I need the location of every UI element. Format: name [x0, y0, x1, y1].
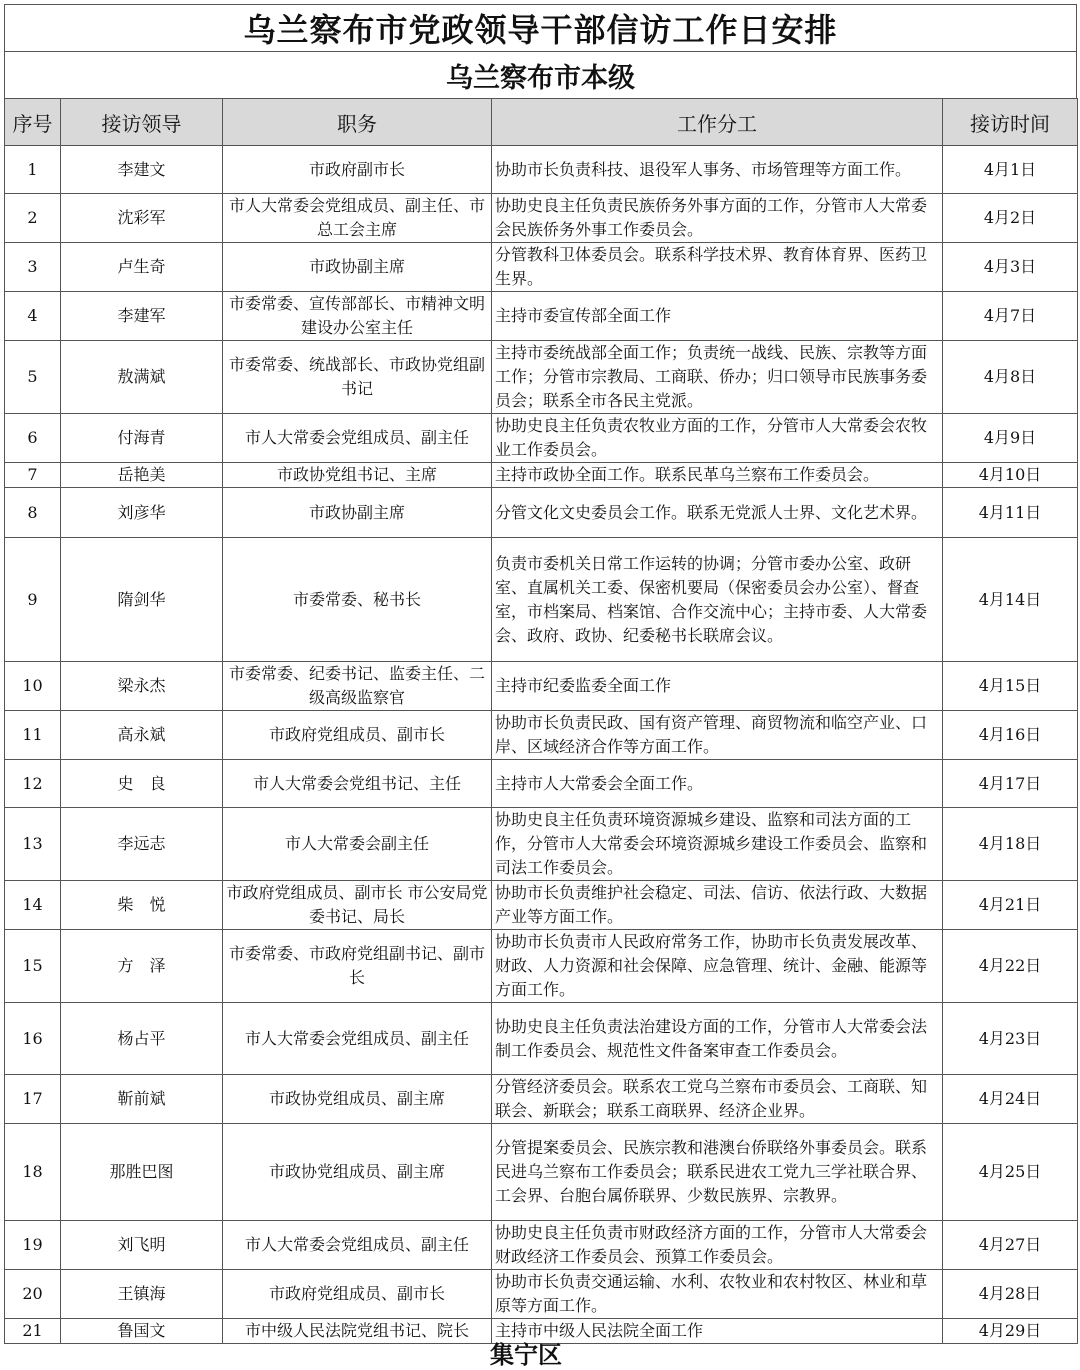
header-duty: 工作分工	[492, 99, 943, 146]
cell-leader: 敖满斌	[61, 341, 223, 414]
table-row	[5, 463, 1078, 488]
schedule-document	[4, 4, 1077, 1344]
cell-no: 13	[5, 808, 61, 881]
cell-duty: 协助市长负责交通运输、水利、农牧业和农村牧区、林业和草原等方面工作。	[492, 1270, 943, 1319]
next-section-title: 集宁区	[490, 1341, 562, 1369]
cell-date: 4月2日	[943, 194, 1078, 243]
table-row	[5, 538, 1078, 662]
cell-no: 12	[5, 760, 61, 808]
cell-leader: 王镇海	[61, 1270, 223, 1319]
table-row	[5, 930, 1078, 1003]
cell-no: 15	[5, 930, 61, 1003]
cell-no: 7	[5, 463, 61, 488]
cell-date: 4月25日	[943, 1124, 1078, 1221]
cell-no: 8	[5, 488, 61, 538]
cell-duty: 主持市中级人民法院全面工作	[492, 1319, 943, 1344]
cell-no: 6	[5, 414, 61, 463]
cell-date: 4月17日	[943, 760, 1078, 808]
cell-position: 市人大常委会副主任	[223, 808, 492, 881]
table-row	[5, 760, 1078, 808]
cell-no: 17	[5, 1075, 61, 1124]
cell-no: 9	[5, 538, 61, 662]
cell-duty: 负责市委机关日常工作运转的协调；分管市委办公室、政研室、直属机关工委、保密机要局（保密委员会办公室）、督查室，市档案局、档案馆、合作交流中心；主持市委、人大常委会、政府、政协、纪委秘书长联席会议。	[492, 538, 943, 662]
cell-no: 14	[5, 881, 61, 930]
cell-duty: 主持市政协全面工作。联系民革乌兰察布工作委员会。	[492, 463, 943, 488]
cell-leader: 高永斌	[61, 711, 223, 760]
cell-position: 市人大常委会党组书记、主任	[223, 760, 492, 808]
cell-duty: 协助市长负责市人民政府常务工作，协助市长负责发展改革、财政、人力资源和社会保障、应急管理、统计、金融、能源等方面工作。	[492, 930, 943, 1003]
cell-leader: 史 良	[61, 760, 223, 808]
page-title: 乌兰察布市党政领导干部信访工作日安排	[4, 4, 1077, 51]
table-row	[5, 243, 1078, 292]
schedule-table	[4, 98, 1078, 1344]
cell-duty: 分管文化文史委员会工作。联系无党派人士界、文化艺术界。	[492, 488, 943, 538]
cell-date: 4月7日	[943, 292, 1078, 341]
cell-leader: 李建文	[61, 146, 223, 194]
cell-position: 市人大常委会党组成员、副主任	[223, 1003, 492, 1075]
cell-duty: 协助市长负责民政、国有资产管理、商贸物流和临空产业、口岸、区域经济合作等方面工作。	[492, 711, 943, 760]
table-row	[5, 808, 1078, 881]
cell-date: 4月14日	[943, 538, 1078, 662]
cell-duty: 协助史良主任负责法治建设方面的工作，分管市人大常委会法制工作委员会、规范性文件备案审查工作委员会。	[492, 1003, 943, 1075]
cell-position: 市政协党组成员、副主席	[223, 1075, 492, 1124]
cell-position: 市政府党组成员、副市长	[223, 1270, 492, 1319]
cell-date: 4月3日	[943, 243, 1078, 292]
cell-leader: 刘彦华	[61, 488, 223, 538]
cell-date: 4月24日	[943, 1075, 1078, 1124]
cell-position: 市政协副主席	[223, 488, 492, 538]
cell-date: 4月27日	[943, 1221, 1078, 1270]
cell-date: 4月8日	[943, 341, 1078, 414]
table-row	[5, 292, 1078, 341]
cell-leader: 方 泽	[61, 930, 223, 1003]
cell-leader: 那胜巴图	[61, 1124, 223, 1221]
cell-no: 20	[5, 1270, 61, 1319]
cell-leader: 李建军	[61, 292, 223, 341]
cell-duty: 协助市长负责维护社会稳定、司法、信访、依法行政、大数据产业等方面工作。	[492, 881, 943, 930]
table-row	[5, 1270, 1078, 1319]
cell-date: 4月22日	[943, 930, 1078, 1003]
cell-position: 市委常委、市政府党组副书记、副市长	[223, 930, 492, 1003]
table-row	[5, 414, 1078, 463]
cell-date: 4月1日	[943, 146, 1078, 194]
cell-position: 市委常委、秘书长	[223, 538, 492, 662]
cell-position: 市政协党组书记、主席	[223, 463, 492, 488]
cell-duty: 协助史良主任负责市财政经济方面的工作，分管市人大常委会财政经济工作委员会、预算工作委员会。	[492, 1221, 943, 1270]
table-row	[5, 1075, 1078, 1124]
cell-leader: 杨占平	[61, 1003, 223, 1075]
header-leader: 接访领导	[61, 99, 223, 146]
cell-leader: 柴 悦	[61, 881, 223, 930]
cell-duty: 主持市人大常委会全面工作。	[492, 760, 943, 808]
cell-leader: 沈彩军	[61, 194, 223, 243]
cell-no: 2	[5, 194, 61, 243]
table-row	[5, 1124, 1078, 1221]
cell-no: 18	[5, 1124, 61, 1221]
cell-date: 4月18日	[943, 808, 1078, 881]
cell-duty: 分管提案委员会、民族宗教和港澳台侨联络外事委员会。联系民进乌兰察布工作委员会；联系民进农工党九三学社联合界、工会界、台胞台属侨联界、少数民族界、宗教界。	[492, 1124, 943, 1221]
cell-position: 市政府党组成员、副市长 市公安局党委书记、局长	[223, 881, 492, 930]
cell-position: 市委常委、宣传部部长、市精神文明建设办公室主任	[223, 292, 492, 341]
table-row	[5, 341, 1078, 414]
cell-position: 市委常委、纪委书记、监委主任、二级高级监察官	[223, 662, 492, 711]
cell-duty: 协助市长负责科技、退役军人事务、市场管理等方面工作。	[492, 146, 943, 194]
section-subtitle: 乌兰察布市本级	[4, 51, 1077, 98]
cell-date: 4月23日	[943, 1003, 1078, 1075]
cell-position: 市政府党组成员、副市长	[223, 711, 492, 760]
cell-no: 16	[5, 1003, 61, 1075]
cell-no: 21	[5, 1319, 61, 1344]
cell-leader: 李远志	[61, 808, 223, 881]
cell-leader: 隋剑华	[61, 538, 223, 662]
table-row	[5, 662, 1078, 711]
cell-leader: 刘飞明	[61, 1221, 223, 1270]
cell-position: 市人大常委会党组成员、副主任	[223, 414, 492, 463]
cell-date: 4月9日	[943, 414, 1078, 463]
cell-duty: 协助史良主任负责民族侨务外事方面的工作，分管市人大常委会民族侨务外事工作委员会。	[492, 194, 943, 243]
cell-leader: 靳前斌	[61, 1075, 223, 1124]
cell-date: 4月15日	[943, 662, 1078, 711]
cell-leader: 岳艳美	[61, 463, 223, 488]
cell-position: 市政府副市长	[223, 146, 492, 194]
table-row	[5, 488, 1078, 538]
cell-no: 10	[5, 662, 61, 711]
table-row	[5, 711, 1078, 760]
cell-no: 4	[5, 292, 61, 341]
table-row	[5, 881, 1078, 930]
cell-no: 1	[5, 146, 61, 194]
cell-duty: 主持市委统战部全面工作；负责统一战线、民族、宗教等方面工作；分管市宗教局、工商联、侨办；归口领导市民族事务委员会；联系全市各民主党派。	[492, 341, 943, 414]
table-header-row	[5, 99, 1078, 146]
cell-date: 4月16日	[943, 711, 1078, 760]
cell-date: 4月21日	[943, 881, 1078, 930]
cell-duty: 分管教科卫体委员会。联系科学技术界、教育体育界、医药卫生界。	[492, 243, 943, 292]
cell-duty: 主持市纪委监委全面工作	[492, 662, 943, 711]
cell-leader: 梁永杰	[61, 662, 223, 711]
cell-position: 市人大常委会党组成员、副主任	[223, 1221, 492, 1270]
cell-date: 4月10日	[943, 463, 1078, 488]
cell-no: 19	[5, 1221, 61, 1270]
table-row	[5, 1221, 1078, 1270]
cell-duty: 协助史良主任负责农牧业方面的工作，分管市人大常委会农牧业工作委员会。	[492, 414, 943, 463]
table-row	[5, 146, 1078, 194]
cell-position: 市中级人民法院党组书记、院长	[223, 1319, 492, 1344]
cell-date: 4月11日	[943, 488, 1078, 538]
cell-position: 市委常委、统战部长、市政协党组副书记	[223, 341, 492, 414]
header-date: 接访时间	[943, 99, 1078, 146]
cell-position: 市政协党组成员、副主席	[223, 1124, 492, 1221]
cell-no: 5	[5, 341, 61, 414]
table-row	[5, 1003, 1078, 1075]
cell-position: 市人大常委会党组成员、副主任、市总工会主席	[223, 194, 492, 243]
cell-duty: 协助史良主任负责环境资源城乡建设、监察和司法方面的工作，分管市人大常委会环境资源城乡建设工作委员会、监察和司法工作委员会。	[492, 808, 943, 881]
cell-no: 11	[5, 711, 61, 760]
cell-date: 4月28日	[943, 1270, 1078, 1319]
cell-leader: 卢生奇	[61, 243, 223, 292]
cell-position: 市政协副主席	[223, 243, 492, 292]
cell-leader: 鲁国文	[61, 1319, 223, 1344]
cell-no: 3	[5, 243, 61, 292]
cell-leader: 付海青	[61, 414, 223, 463]
cell-duty: 主持市委宣传部全面工作	[492, 292, 943, 341]
table-row	[5, 194, 1078, 243]
header-position: 职务	[223, 99, 492, 146]
header-no: 序号	[5, 99, 61, 146]
cell-date: 4月29日	[943, 1319, 1078, 1344]
cell-duty: 分管经济委员会。联系农工党乌兰察布市委员会、工商联、知联会、新联会；联系工商联界、经济企业界。	[492, 1075, 943, 1124]
